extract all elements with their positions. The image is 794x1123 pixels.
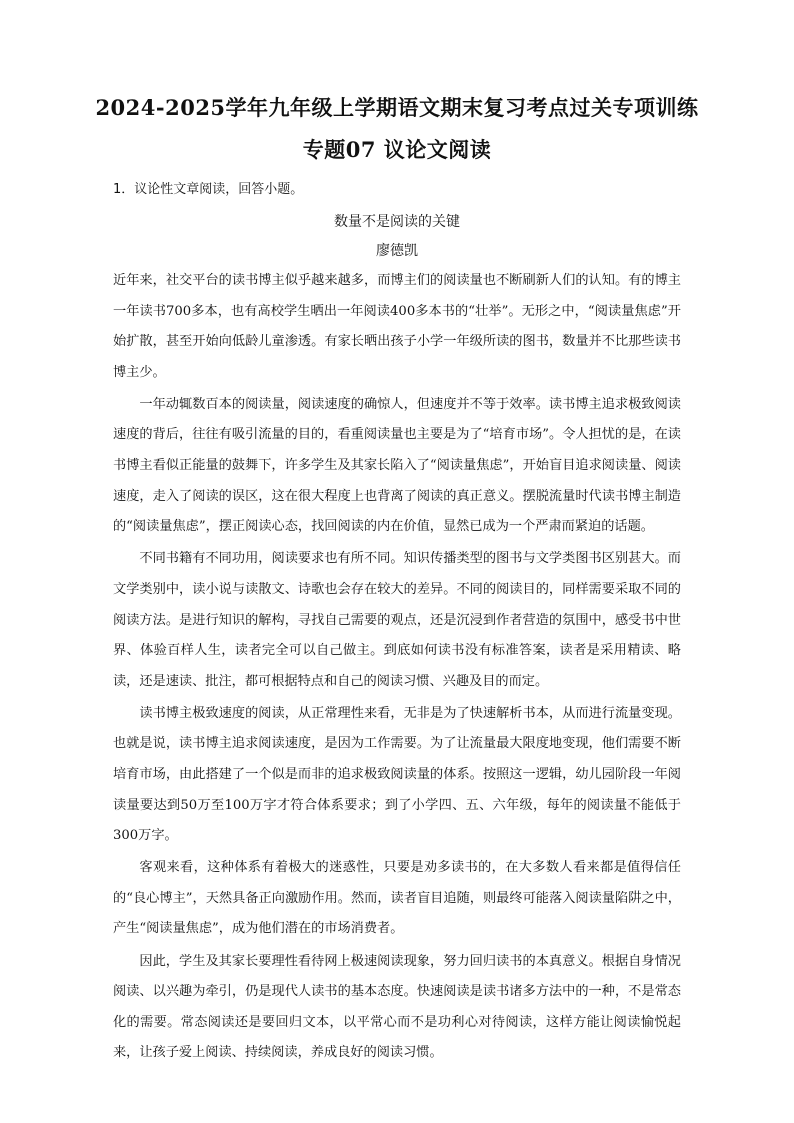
article-paragraph: 近年来，社交平台的读书博主似乎越来越多，而博主们的阅读量也不断刷新人们的认知。有的博主一年读书700多本，也有高校学生晒出一年阅读400多本书的“壮举”。无形之中，“阅读量焦虑”开始扩散，甚至开始向低龄儿童渗透。有家长晒出孩子小学一年级所读的图书，数量并不比那些读书博主少。 [113,273,681,380]
article-author: 廖德凯 [376,243,418,259]
document-title: 2024-2025学年九年级上学期语文期末复习考点过关专项训练 [95,95,699,120]
article-paragraph: 一年动辄数百本的阅读量，阅读速度的确惊人，但速度并不等于效率。读书博主追求极致阅读速度的背后，往往有吸引流量的目的，看重阅读量也主要是为了“培育市场”。令人担忧的是，在读书博主看似正能量的鼓舞下，许多学生及其家长陷入了“阅读量焦虑”，开始盲目追求阅读量、阅读速度，走入了阅读的误区，这在很大程度上也背离了阅读的真正意义。摆脱流量时代读书博主制造的“阅读量焦虑”，摆正阅读心态，找回阅读的内在价值，显然已成为一个严肃而紧迫的话题。 [113,396,681,535]
article-title: 数量不是阅读的关键 [334,214,460,230]
question-prompt: 1．议论性文章阅读，回答小题。 [113,182,304,197]
article-body [113,266,681,1070]
article-paragraph: 读书博主极致速度的阅读，从正常理性来看，无非是为了快速解析书本，从而进行流量变现。也就是说，读书博主追求阅读速度，是因为工作需要。为了让流量最大限度地变现，他们需要不断培育市场，由此搭建了一个似是而非的追求极致阅读量的体系。按照这一逻辑，幼儿园阶段一年阅读量要达到50万至100万字才符合体系要求；到了小学四、五、六年级，每年的阅读量不能低于300万字。 [113,705,681,844]
document-subtitle: 专题07 议论文阅读 [302,137,492,162]
article-paragraph: 不同书籍有不同功用，阅读要求也有所不同。知识传播类型的图书与文学类图书区别甚大。而文学类别中，读小说与读散文、诗歌也会存在较大的差异。不同的阅读目的，同样需要采取不同的阅读方法。是进行知识的解构，寻找自己需要的观点，还是沉浸到作者营造的氛围中，感受书中世界、体验百样人生，读者完全可以自己做主。到底如何读书没有标准答案，读者是采用精读、略读，还是速读、批注，都可根据特点和自己的阅读习惯、兴趣及目的而定。 [113,551,681,689]
article-paragraph: 因此，学生及其家长要理性看待网上极速阅读现象，努力回归读书的本真意义。根据自身情况阅读、以兴趣为牵引，仍是现代人读书的基本态度。快速阅读是读书诸多方法中的一种，不是常态化的需要。常态阅读还是要回归文本，以平常心而不是功利心对待阅读，这样方能让阅读愉悦起来，让孩子爱上阅读、持续阅读，养成良好的阅读习惯。 [113,953,681,1061]
article-paragraph: 客观来看，这种体系有着极大的迷惑性，只要是劝多读书的，在大多数人看来都是值得信任的“良心博主”，天然具备正向激励作用。然而，读者盲目追随，则最终可能落入阅读量陷阱之中，产生“阅读量焦虑”，成为他们潜在的市场消费者。 [113,860,681,937]
